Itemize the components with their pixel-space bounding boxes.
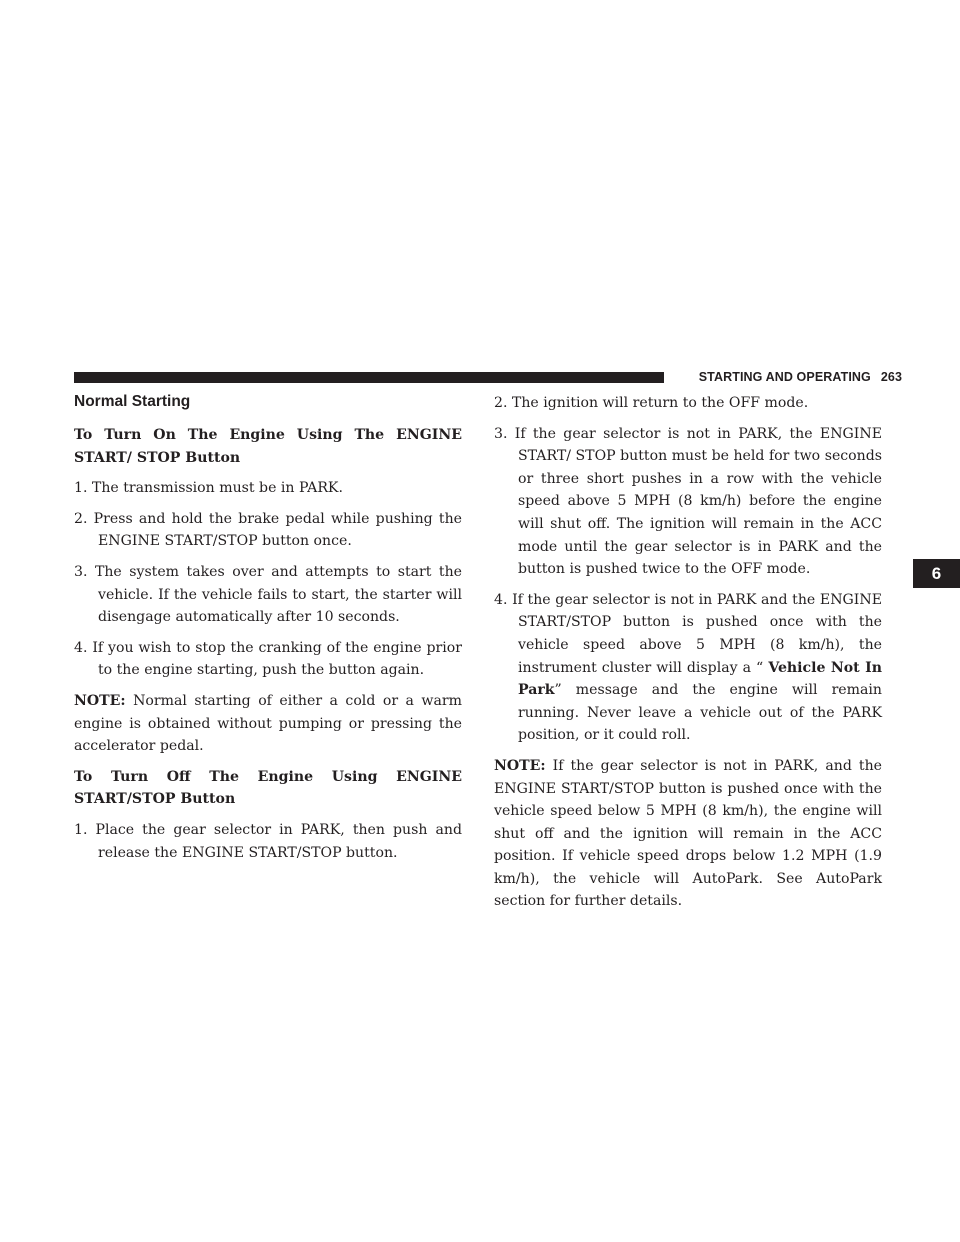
chapter-tab: 6	[913, 559, 960, 588]
list-item: 1. The transmission must be in PARK.	[74, 480, 343, 497]
running-header	[672, 367, 902, 387]
list-item: 4. If you wish to stop the cranking of the engine prior to the engine starting, push the button again.	[74, 639, 462, 679]
step4-text-a: 4. If the gear selector is not in PARK and the ENGINE START/STOP button is pushed once with the vehicle speed above 5 MPH (8 km/h), the instrument cluster will display a “	[494, 591, 882, 676]
step4-text-b: ” message and the engine will remain running. Never leave a vehicle out of the PARK position, or it could roll.	[518, 682, 882, 744]
list-item: 3. If the gear selector is not in PARK, the ENGINE START/ STOP button must be held for two seconds or three short pushes in a row with the vehicle speed above 5 MPH (8 km/h) before the engine will shut off. The ignition will remain in the ACC mode until the gear selector is in PARK and the button is pushed twice to the OFF mode.	[494, 425, 882, 578]
step4-message: Vehicle Not In Park	[518, 659, 882, 699]
left-column	[74, 392, 462, 872]
note-paragraph	[494, 755, 882, 913]
note-text: Normal starting of either a cold or a warm engine is obtained without pumping or pressing the accelerator pedal.	[74, 692, 462, 755]
list-item: 2. The ignition will return to the OFF mode.	[494, 395, 809, 411]
list-item: 3. The system takes over and attempts to start the vehicle. If the vehicle fails to start, the starter will disengage automatically after 10 seconds.	[74, 563, 462, 626]
subheading-turn-off: To Turn Off The Engine Using ENGINE START/STOP Button	[74, 768, 462, 808]
subheading-turn-on: To Turn On The Engine Using The ENGINE START/ STOP Button	[74, 427, 462, 466]
list-item: 1. Place the gear selector in PARK, then push and release the ENGINE START/STOP button.	[74, 821, 462, 861]
list-item	[494, 589, 882, 747]
page-number: 263	[880, 370, 902, 384]
note-label: NOTE:	[74, 692, 126, 709]
section-name: STARTING AND OPERATING	[698, 370, 871, 384]
note-text: If the gear selector is not in PARK, and the ENGINE START/STOP button is pushed once with the vehicle speed below 5 MPH (8 km/h), the engine will shut off and the ignition will remain in the ACC position. If vehicle speed drops below 1.2 MPH (1.9 km/h), the vehicle will AutoPark. See AutoPark section for further details.	[494, 757, 882, 910]
section-title: Normal Starting	[74, 393, 191, 410]
list-item: 2. Press and hold the brake pedal while pushing the ENGINE START/STOP button once.	[74, 510, 462, 550]
note-label: NOTE:	[494, 757, 546, 774]
right-column	[494, 392, 882, 921]
header-rule	[74, 372, 664, 383]
note-paragraph	[74, 690, 462, 758]
